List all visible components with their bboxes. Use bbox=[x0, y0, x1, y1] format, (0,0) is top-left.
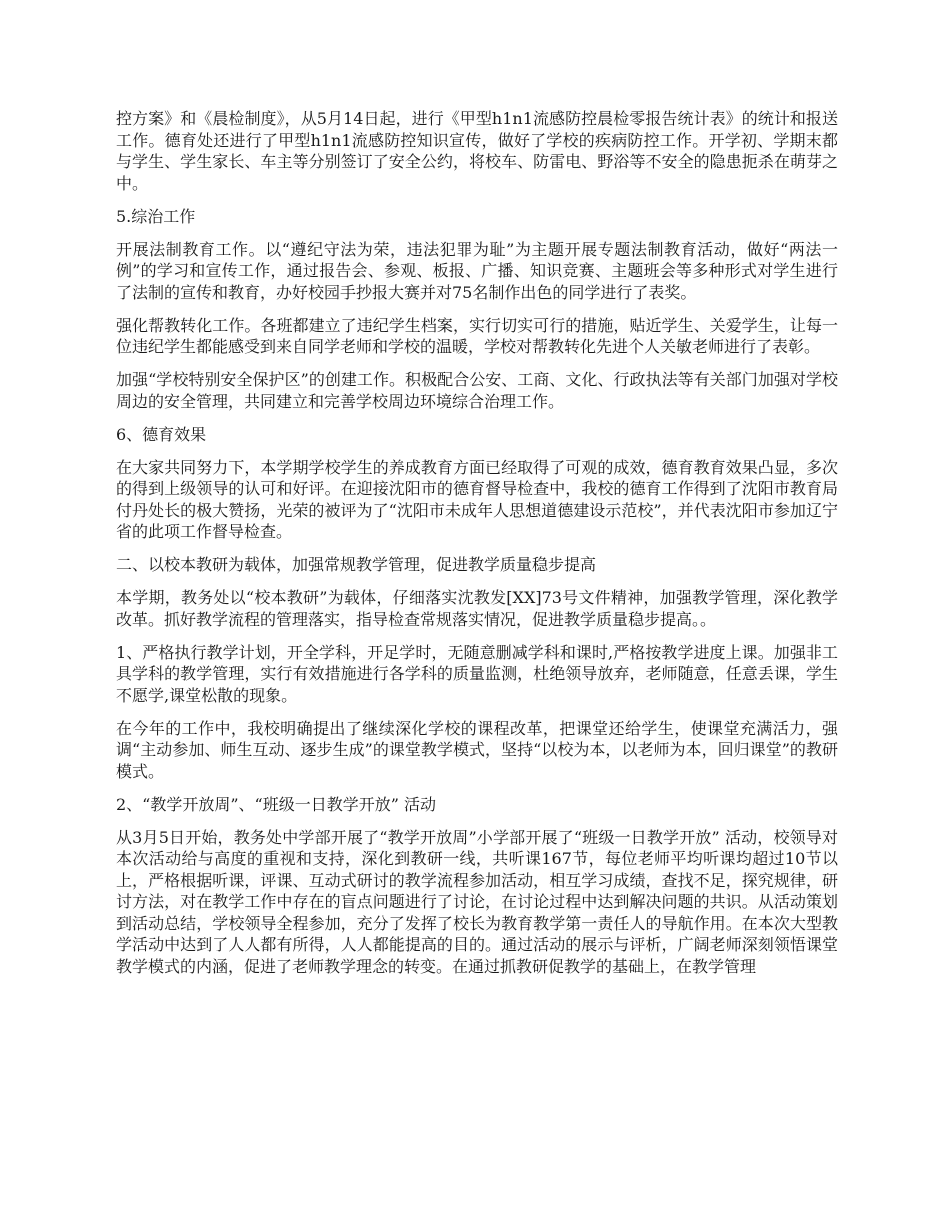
paragraph: 本学期，教务处以“校本教研”为载体，仔细落实沈教发[XX]73号文件精神，加强教学管理，深化教学改革。抓好教学流程的管理落实，指导检查常规落实情况，促进教学质量稳步提高。。 bbox=[116, 588, 838, 629]
paragraph: 加强“学校特别安全保护区”的创建工作。积极配合公安、工商、文化、行政执法等有关部门加强对学校周边的安全管理，共同建立和完善学校周边环境综合治理工作。 bbox=[116, 370, 838, 411]
paragraph: 控方案》和《晨检制度》，从5月14日起，进行《甲型h1n1流感防控晨检零报告统计表》的统计和报送工作。德育处还进行了甲型h1n1流感防控知识宣传，做好了学校的疾病防控工作。开学初、学期末都与学生、学生家长、车主等分别签订了安全公约，将校车、防雷电、野浴等不安全的隐患扼杀在萌芽之中。 bbox=[116, 109, 838, 193]
section-heading: 5.综治工作 bbox=[116, 206, 196, 226]
section-heading: 2、“教学开放周”、“班级一日教学开放” 活动 bbox=[116, 794, 436, 814]
paragraph: 强化帮教转化工作。各班都建立了违纪学生档案，实行切实可行的措施，贴近学生、关爱学生，让每一位违纪学生都能感受到来自同学老师和学校的温暖，学校对帮教转化先进个人关敏老师进行了表彰。 bbox=[116, 315, 838, 356]
paragraph: 在大家共同努力下，本学期学校学生的养成教育方面已经取得了可观的成效，德育教育效果凸显，多次的得到上级领导的认可和好评。在迎接沈阳市的德育督导检查中，我校的德育工作得到了沈阳市教育局付丹处长的极大赞扬，光荣的被评为了“沈阳市未成年人思想道德建设示范校”，并代表沈阳市参加辽宁省的此项工作督导检查。 bbox=[116, 457, 838, 541]
section-heading: 二、以校本教研为载体，加强常规教学管理，促进教学质量稳步提高 bbox=[116, 555, 597, 574]
paragraph: 开展法制教育工作。以“遵纪守法为荣，违法犯罪为耻”为主题开展专题法制教育活动，做好“两法一例”的学习和宣传工作，通过报告会、参观、板报、广播、知识竞赛、主题班会等多种形式对学生进行了法制的宣传和教育，办好校园手抄报大赛并对75名制作出色的同学进行了表奖。 bbox=[116, 239, 838, 302]
paragraph: 在今年的工作中，我校明确提出了继续深化学校的课程改革，把课堂还给学生，使课堂充满活力，强调“主动参加、师生互动、逐步生成”的课堂教学模式，坚持“以校为本，以老师为本，回归课堂”的教研模式。 bbox=[116, 718, 838, 781]
paragraph: 1、严格执行教学计划，开全学科，开足学时，无随意删减学科和课时,严格按教学进度上课。加强非工具学科的教学管理，实行有效措施进行各学科的质量监测，杜绝领导放弃，老师随意，任意丢课，学生不愿学,课堂松散的现象。 bbox=[116, 642, 838, 705]
paragraph: 从3月5日开始，教务处中学部开展了“教学开放周”小学部开展了“班级一日教学开放” 活动，校领导对本次活动给与高度的重视和支持，深化到教研一线，共听课167节，每位老师平均听课均超过10节以上，严格根据听课，评课、互动式研讨的教学流程参加活动，相互学习成绩，查找不足，探究规律，研讨方法，对在教学工作中存在的盲点问题进行了讨论，在讨论过程中达到解决问题的共识。从活动策划到活动总结，学校领导全程参加，充分了发挥了校长为教育教学第一责任人的导航作用。在本次大型教学活动中达到了人人都有所得，人人都能提高的目的。通过活动的展示与评析，广阔老师深刻领悟课堂教学模式的内涵，促进了老师教学理念的转变。在通过抓教研促教学的基础上，在教学管理 bbox=[116, 827, 838, 976]
document-page bbox=[116, 108, 838, 989]
section-heading: 6、德育效果 bbox=[116, 424, 207, 444]
